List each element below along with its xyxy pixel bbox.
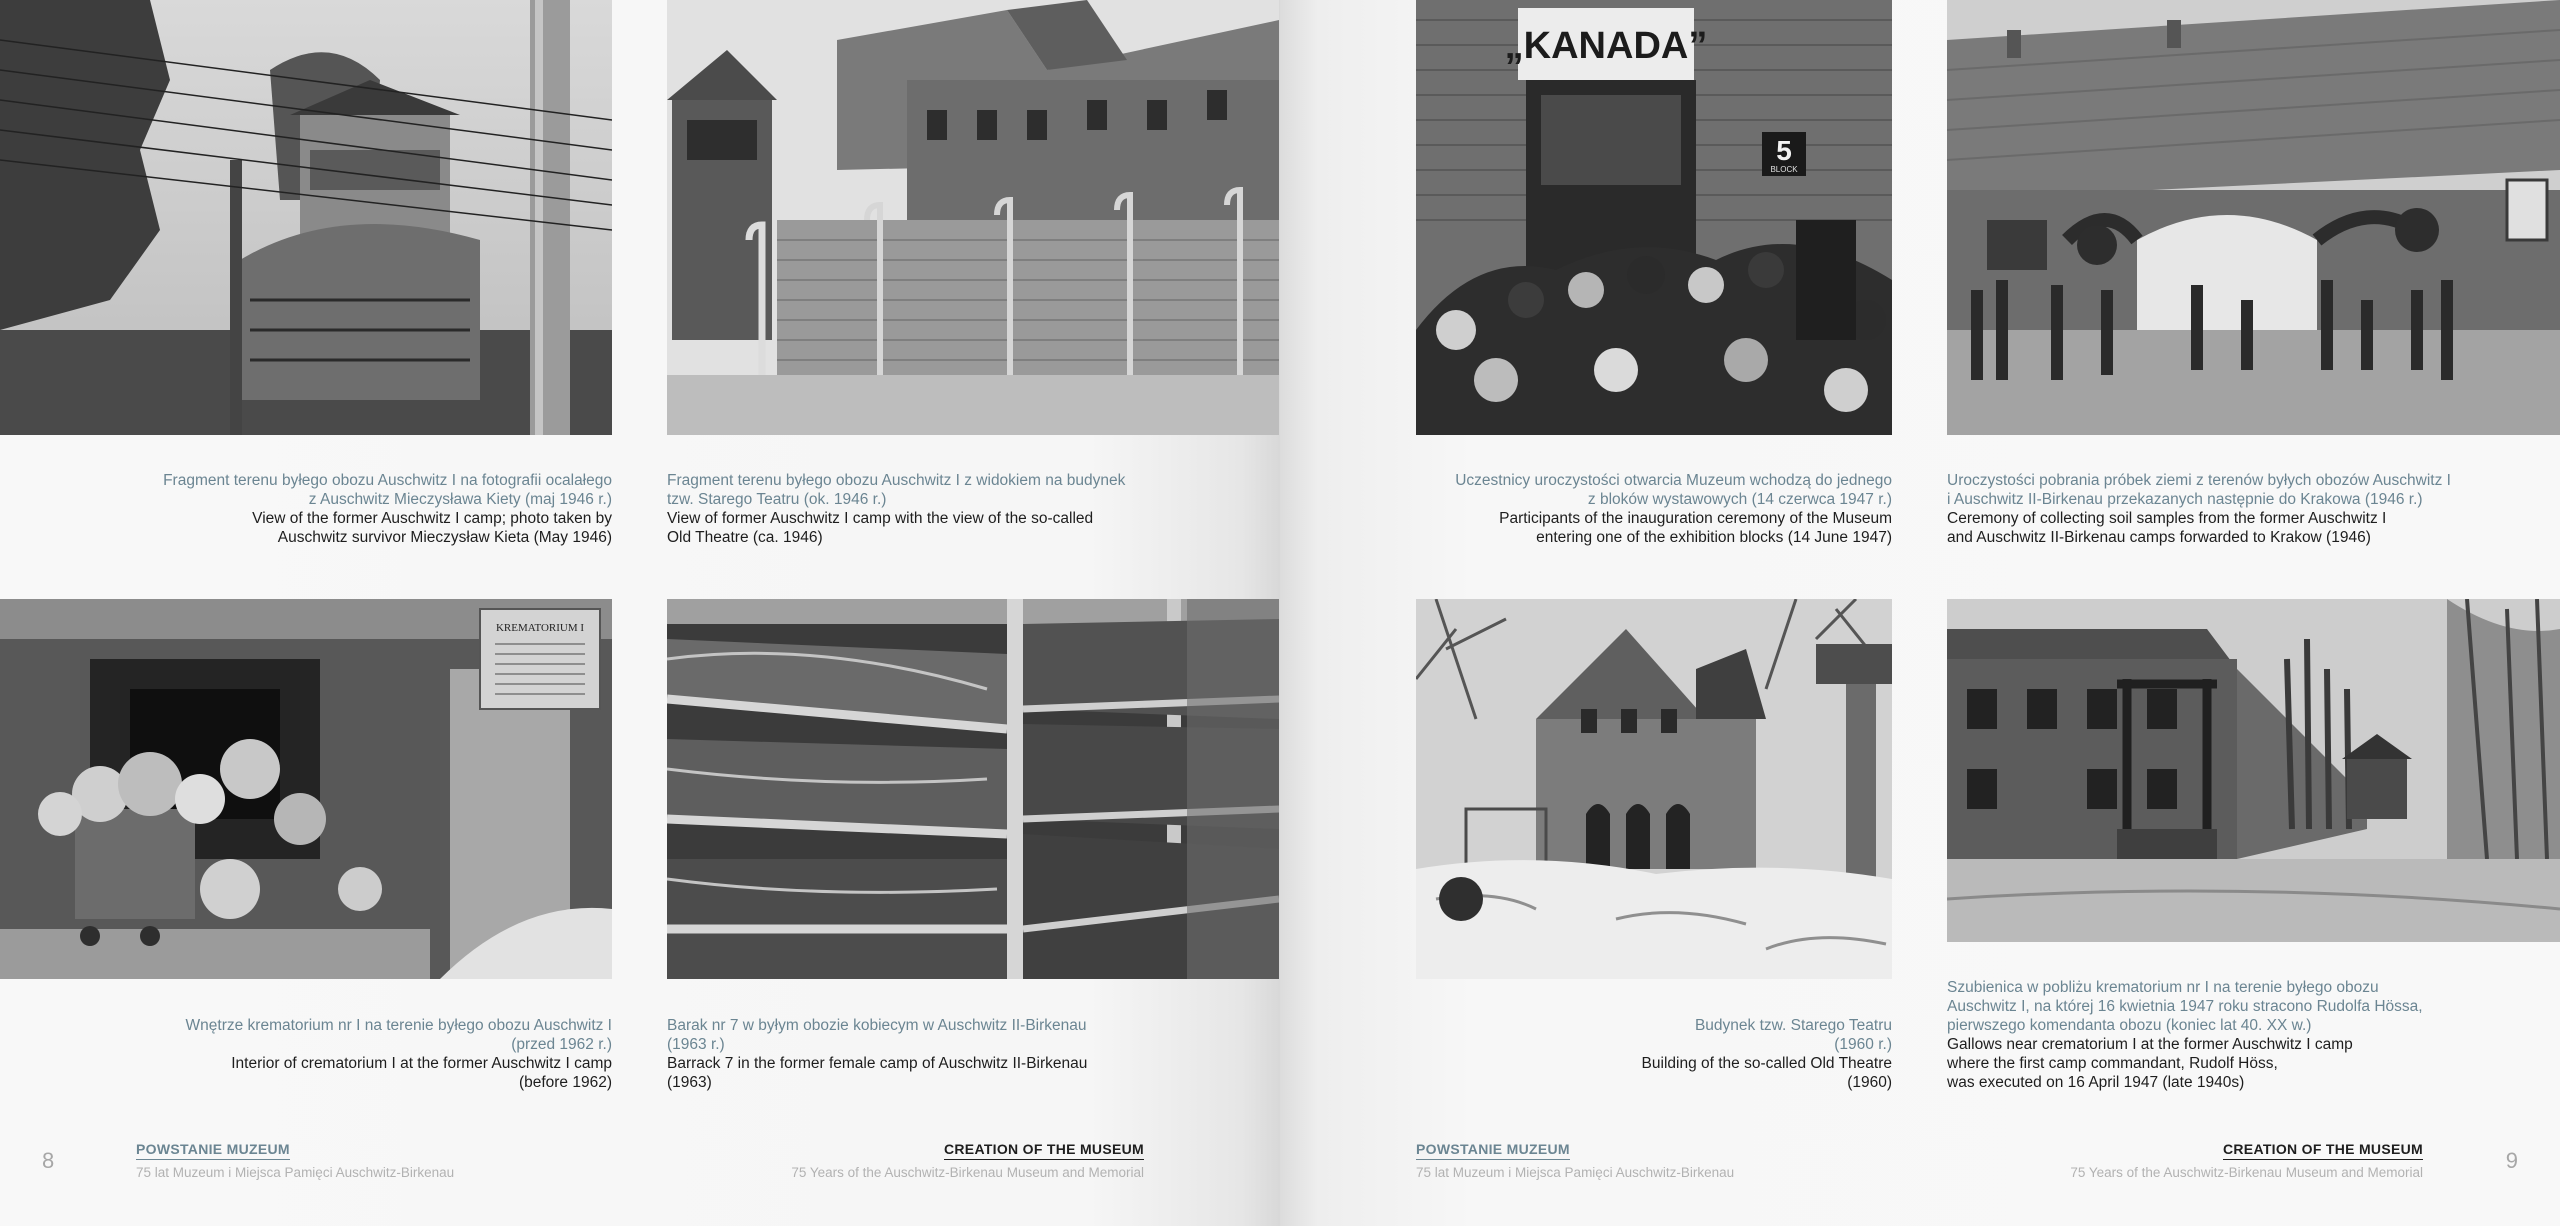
caption-en-line: entering one of the exhibition blocks (14 June 1947)	[1536, 529, 1892, 546]
caption-pl-line: Barak nr 7 w byłym obozie kobiecym w Auschwitz II-Birkenau	[667, 1017, 1087, 1034]
photo-gallows	[1947, 599, 2560, 942]
right-page	[1280, 0, 2560, 1226]
block-label: BLOCK	[1770, 165, 1798, 174]
caption-pl-line: Auschwitz I, na której 16 kwietnia 1947 roku stracono Rudolfa Hössa,	[1947, 998, 2423, 1015]
page-number: 9	[2505, 1148, 2518, 1173]
caption-crematorium-interior	[0, 1016, 612, 1092]
caption-en-line: Auschwitz survivor Mieczysław Kieta (May 1946)	[277, 529, 612, 546]
caption-en-line: Old Theatre (ca. 1946)	[667, 529, 823, 546]
caption-en-line: (1963)	[667, 1074, 712, 1091]
caption-pl-line: Wnętrze krematorium nr I na terenie byłego obozu Auschwitz I	[185, 1017, 612, 1034]
caption-pl-line: pierwszego komendanta obozu (koniec lat 40. XX w.)	[1947, 1017, 2312, 1034]
photo-soil-ceremony-gate	[1947, 0, 2560, 435]
caption-pl-line: i Auschwitz II-Birkenau przekazanych następnie do Krakowa (1946 r.)	[1947, 491, 2423, 508]
caption-soil-ceremony	[1947, 471, 2547, 547]
footer-section-title-pl: POWSTANIE MUZEUM	[1416, 1141, 1570, 1160]
photo-watchtower-barbed-wire	[0, 0, 612, 435]
photo-barrack-bunks	[667, 599, 1279, 979]
caption-old-theatre-fence	[667, 471, 1267, 547]
block-number: 5	[1776, 135, 1792, 166]
plaque-title: KREMATORIUM I	[495, 622, 585, 634]
caption-en-line: was executed on 16 April 1947 (late 1940s)	[1947, 1074, 2245, 1091]
caption-en-line: Building of the so-called Old Theatre	[1641, 1055, 1892, 1072]
caption-pl-line: Szubienica w pobliżu krematorium nr I na terenie byłego obozu	[1947, 979, 2379, 996]
caption-kanada-block	[1280, 471, 1892, 547]
caption-pl-line: z Auschwitz Mieczysława Kiety (maj 1946 r.)	[308, 491, 612, 508]
caption-pl-line: Fragment terenu byłego obozu Auschwitz I z widokiem na budynek	[667, 472, 1126, 489]
photo-old-theatre-fence	[667, 0, 1279, 435]
caption-en-line: Interior of crematorium I at the former Auschwitz I camp	[231, 1055, 612, 1072]
caption-pl-line: (przed 1962 r.)	[511, 1036, 612, 1053]
sign-kanada: „KANADA”	[1504, 25, 1708, 67]
caption-en-line: View of former Auschwitz I camp with the view of the so-called	[667, 510, 1094, 527]
footer-section-title-en: CREATION OF THE MUSEUM	[944, 1141, 1144, 1160]
caption-pl-line: Uroczystości pobrania próbek ziemi z terenów byłych obozów Auschwitz I	[1947, 472, 2451, 489]
caption-en-line: and Auschwitz II-Birkenau camps forwarded to Krakow (1946)	[1947, 529, 2371, 546]
caption-pl-line: (1963 r.)	[667, 1036, 725, 1053]
caption-en-line: where the first camp commandant, Rudolf Höss,	[1947, 1055, 2278, 1072]
footer-publication-en: 75 Years of the Auschwitz-Birkenau Museum and Memorial	[791, 1165, 1144, 1180]
caption-pl-line: Budynek tzw. Starego Teatru	[1694, 1017, 1892, 1034]
photo-kanada-block-entrance	[1416, 0, 1892, 435]
caption-old-theatre-building	[1280, 1016, 1892, 1092]
caption-pl-line: Fragment terenu byłego obozu Auschwitz I na fotografii ocalałego	[163, 472, 612, 489]
caption-en-line: Barrack 7 in the former female camp of Auschwitz II-Birkenau	[667, 1055, 1088, 1072]
footer-publication-pl: 75 lat Muzeum i Miejsca Pamięci Auschwitz-Birkenau	[1416, 1165, 1735, 1180]
caption-watchtower	[0, 471, 612, 547]
caption-gallows	[1947, 978, 2547, 1092]
caption-en-line: (before 1962)	[518, 1074, 612, 1091]
footer-section-title-en: CREATION OF THE MUSEUM	[2223, 1141, 2423, 1160]
caption-en-line: Ceremony of collecting soil samples from the former Auschwitz I	[1947, 510, 2387, 527]
caption-en-line: View of the former Auschwitz I camp; photo taken by	[252, 510, 612, 527]
caption-en-line: Participants of the inauguration ceremony of the Museum	[1499, 510, 1892, 527]
photo-old-theatre-building	[1416, 599, 1892, 979]
footer-section-title-pl: POWSTANIE MUZEUM	[136, 1141, 290, 1160]
page-number: 8	[42, 1148, 55, 1173]
caption-en-line: (1960)	[1847, 1074, 1892, 1091]
caption-barrack-bunks	[667, 1016, 1267, 1092]
footer-publication-pl: 75 lat Muzeum i Miejsca Pamięci Auschwitz-Birkenau	[136, 1165, 455, 1180]
caption-pl-line: (1960 r.)	[1834, 1036, 1892, 1053]
caption-pl-line: tzw. Starego Teatru (ok. 1946 r.)	[667, 491, 887, 508]
caption-en-line: Gallows near crematorium I at the former Auschwitz I camp	[1947, 1036, 2353, 1053]
caption-pl-line: z bloków wystawowych (14 czerwca 1947 r.)	[1587, 491, 1892, 508]
photo-crematorium-interior	[0, 599, 612, 979]
caption-pl-line: Uczestnicy uroczystości otwarcia Muzeum wchodzą do jednego	[1455, 472, 1892, 489]
footer-publication-en: 75 Years of the Auschwitz-Birkenau Museum and Memorial	[2070, 1165, 2423, 1180]
